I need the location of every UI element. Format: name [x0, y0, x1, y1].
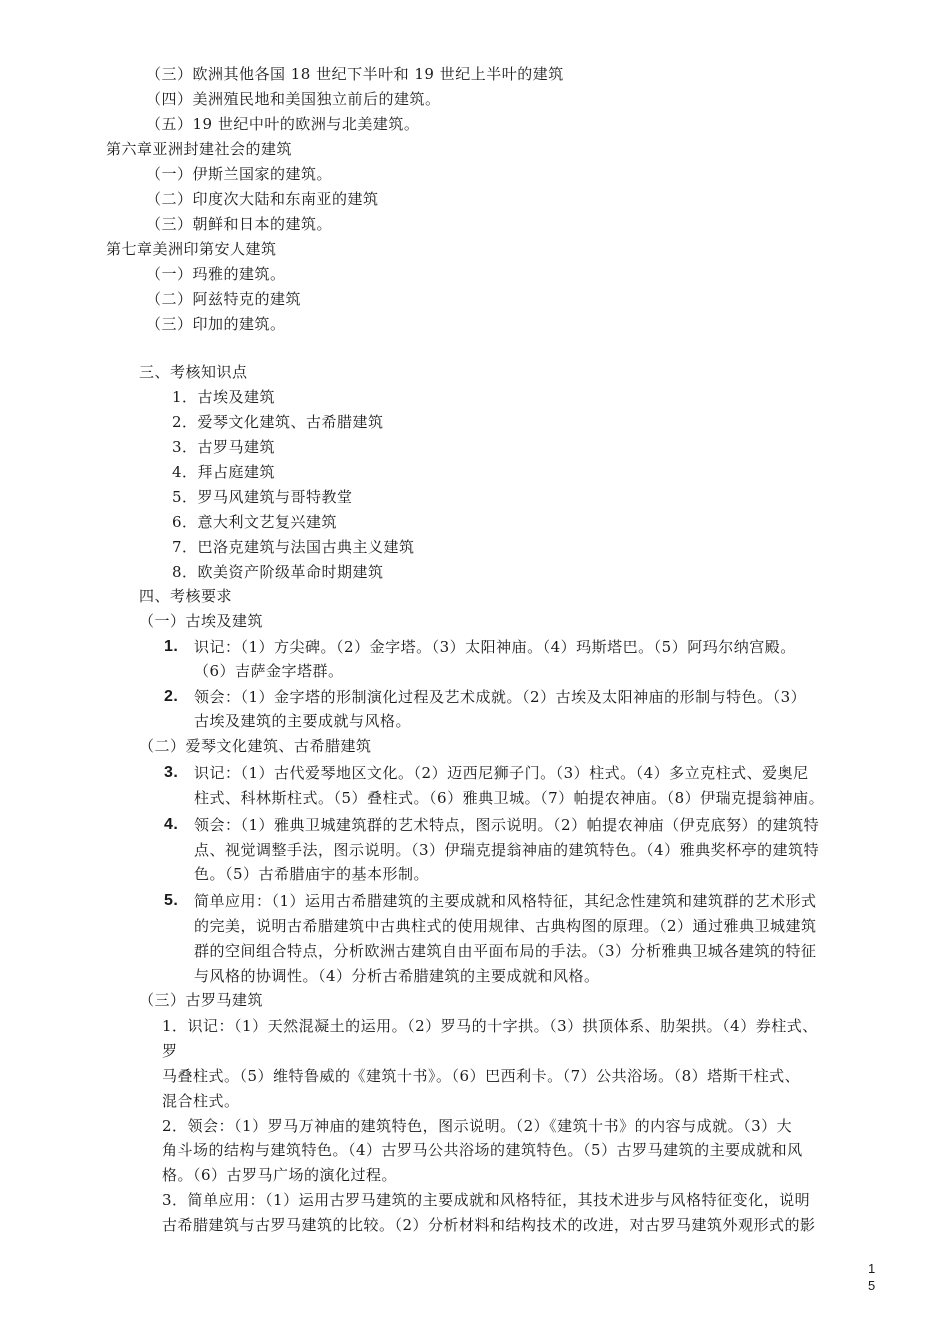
subsection-heading: （二）爱琴文化建筑、古希腊建筑 [139, 737, 372, 755]
item-number: 1. [164, 638, 179, 655]
requirement-line: 1．识记：（1）天然混凝土的运用。（2）罗马的十字拱。（3）拱顶体系、肋架拱。（4）券柱式、 [162, 1017, 818, 1035]
requirement-line: 混合柱式。 [162, 1092, 240, 1110]
outline-item: （三）朝鲜和日本的建筑。 [146, 215, 333, 233]
requirement-line: 群的空间组合特点，分析欧洲古建筑自由平面布局的手法。（3）分析雅典卫城各建筑的特征 [194, 942, 817, 960]
knowledge-point: 7．巴洛克建筑与法国古典主义建筑 [172, 538, 415, 556]
knowledge-point: 6．意大利文艺复兴建筑 [172, 513, 338, 531]
knowledge-point: 2．爱琴文化建筑、古希腊建筑 [172, 413, 384, 431]
outline-item: （一）伊斯兰国家的建筑。 [146, 165, 333, 183]
requirement-line: 角斗场的结构与建筑特色。（4）古罗马公共浴场的建筑特色。（5）古罗马建筑的主要成就和风 [162, 1141, 803, 1159]
requirement-line: 马叠柱式。（5）维特鲁威的《建筑十书》。（6）巴西利卡。（7）公共浴场。（8）塔斯干柱式、 [162, 1067, 801, 1085]
chapter-heading: 第六章亚洲封建社会的建筑 [106, 140, 293, 158]
outline-item: （四）美洲殖民地和美国独立前后的建筑。 [146, 90, 441, 108]
outline-item: （三）印加的建筑。 [146, 315, 286, 333]
knowledge-point: 4．拜占庭建筑 [172, 463, 276, 481]
knowledge-point: 8．欧美资产阶级革命时期建筑 [172, 563, 384, 581]
section-heading: 三、考核知识点 [139, 363, 248, 381]
subsection-heading: （三）古罗马建筑 [139, 991, 264, 1009]
subsection-heading: （一）古埃及建筑 [139, 612, 264, 630]
outline-item: （二）阿兹特克的建筑 [146, 290, 302, 308]
page-number: 1 [868, 1261, 876, 1276]
requirement-line: 柱式、科林斯柱式。（5）叠柱式。（6）雅典卫城。（7）帕提农神庙。（8）伊瑞克提翁神庙。 [194, 789, 825, 807]
requirement-line: 格。（6）古罗马广场的演化过程。 [162, 1166, 398, 1184]
knowledge-point: 3．古罗马建筑 [172, 438, 276, 456]
requirement-line: （6）吉萨金字塔群。 [194, 662, 344, 680]
requirement-line: 领会：（1）金字塔的形制演化过程及艺术成就。（2）古埃及太阳神庙的形制与特色。（3） [194, 688, 807, 706]
requirement-line: 领会：（1）雅典卫城建筑群的艺术特点，图示说明。（2）帕提农神庙（伊克底努）的建筑特 [194, 816, 820, 834]
requirement-line: 罗 [162, 1042, 178, 1060]
requirement-line: 古埃及建筑的主要成就与风格。 [194, 712, 412, 730]
item-number: 3. [164, 764, 179, 781]
knowledge-point: 1．古埃及建筑 [172, 388, 276, 406]
outline-item: （五）19 世纪中叶的欧洲与北美建筑。 [146, 115, 420, 133]
chapter-heading: 第七章美洲印第安人建筑 [106, 240, 277, 258]
requirement-line: 的完美，说明古希腊建筑中古典柱式的使用规律、古典构图的原理。（2）通过雅典卫城建筑 [194, 917, 817, 935]
item-number: 4. [164, 816, 179, 833]
requirement-line: 识记：（1）方尖碑。（2）金字塔。（3）太阳神庙。（4）玛斯塔巴。（5）阿玛尔纳宫殿。 [194, 638, 796, 656]
requirement-line: 点、视觉调整手法，图示说明。（3）伊瑞克提翁神庙的建筑特色。（4）雅典奖杯亭的建筑特 [194, 841, 820, 859]
item-number: 5. [164, 892, 179, 909]
requirement-line: 2．领会：（1）罗马万神庙的建筑特色，图示说明。（2）《建筑十书》的内容与成就。（3）大 [162, 1117, 793, 1135]
knowledge-point: 5．罗马风建筑与哥特教堂 [172, 488, 353, 506]
outline-item: （二）印度次大陆和东南亚的建筑 [146, 190, 379, 208]
requirement-line: 古希腊建筑与古罗马建筑的比较。（2）分析材料和结构技术的改进，对古罗马建筑外观形式的影 [162, 1216, 816, 1234]
outline-item: （三）欧洲其他各国 18 世纪下半叶和 19 世纪上半叶的建筑 [146, 65, 564, 83]
requirement-line: 色。（5）古希腊庙宇的基本形制。 [194, 865, 430, 883]
page-number: 5 [868, 1278, 876, 1293]
section-heading: 四、考核要求 [139, 587, 233, 605]
requirement-line: 识记：（1）古代爱琴地区文化。（2）迈西尼狮子门。（3）柱式。（4）多立克柱式、爱奥尼 [194, 764, 809, 782]
item-number: 2. [164, 688, 179, 705]
requirement-line: 3．简单应用：（1）运用古罗马建筑的主要成就和风格特征，其技术进步与风格特征变化，说明 [162, 1191, 811, 1209]
requirement-line: 与风格的协调性。（4）分析古希腊建筑的主要成就和风格。 [194, 967, 600, 985]
outline-item: （一）玛雅的建筑。 [146, 265, 286, 283]
requirement-line: 简单应用：（1）运用古希腊建筑的主要成就和风格特征，其纪念性建筑和建筑群的艺术形式 [194, 892, 817, 910]
